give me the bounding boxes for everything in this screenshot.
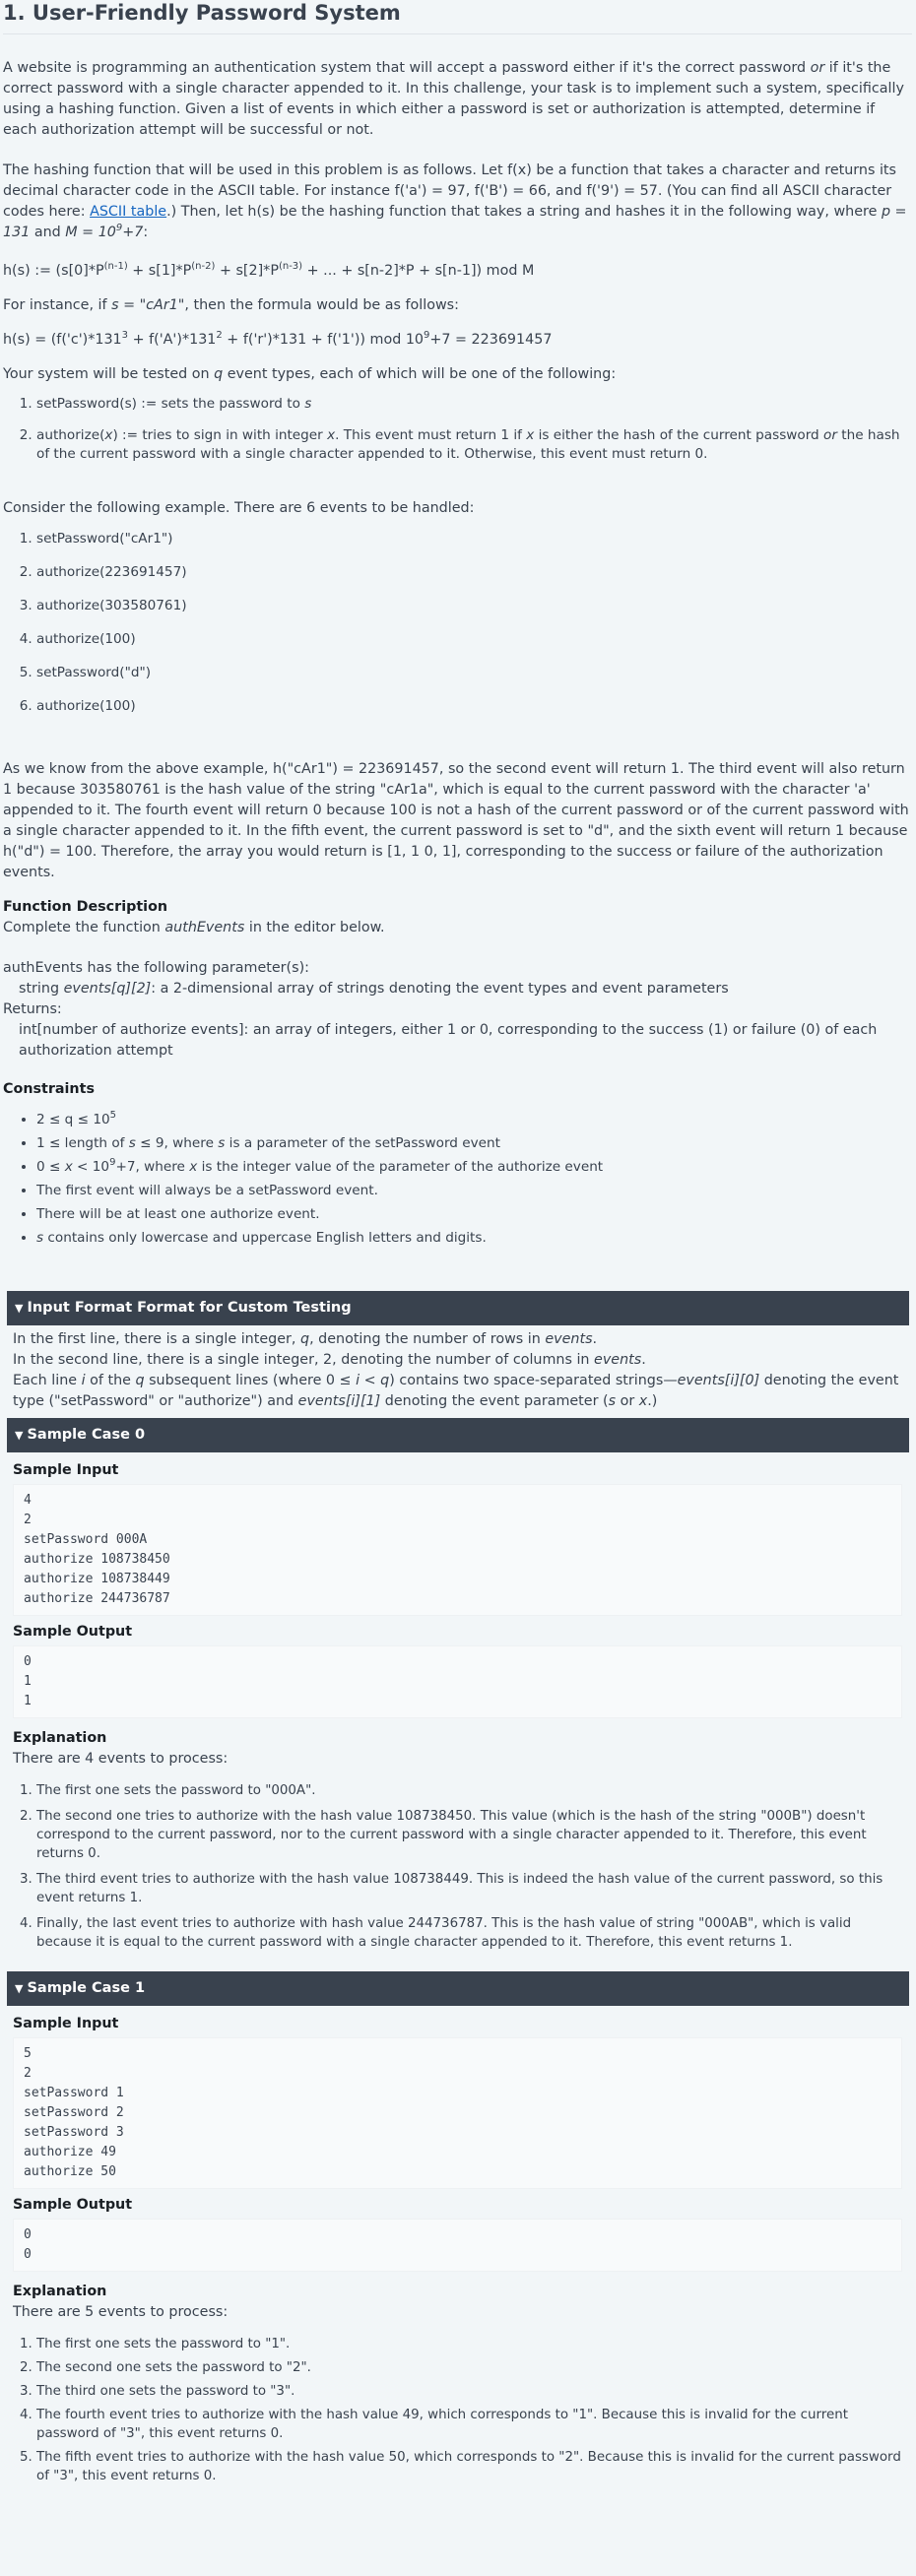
sample-input-block: 4 2 setPassword 000A authorize 108738450 authorize 108738449 authorize 244736787: [13, 1484, 902, 1616]
input-format-body: [3, 1325, 912, 1412]
list-item: • The first event will always be a setPassword event.: [36, 1181, 912, 1200]
sample-input-block: 5 2 setPassword 1 setPassword 2 setPassword 3 authorize 49 authorize 50: [13, 2037, 902, 2189]
list-item: 1. setPassword("cAr1"): [36, 529, 912, 549]
list-item: • s contains only lowercase and uppercase English letters and digits.: [36, 1228, 912, 1248]
example-formula: $h(s) = (f('c')*131^3 + f('A')*131^2 + f('r')*131 + f('1'))$ mod $10^9+7 = 223691457$: [3, 330, 553, 348]
explanation-label: Explanation: [13, 2284, 107, 2299]
explanation-label: Explanation: [13, 1730, 107, 1746]
list-item: • $2 \le q \le 10^5$: [36, 1110, 912, 1129]
param-events: string events[q][2]: a 2-dimensional array of strings denoting the event types and event parameters: [19, 981, 729, 997]
function-description-heading: Function Description: [3, 899, 168, 915]
input-format-header[interactable]: ▼ Input Format Format for Custom Testing: [7, 1291, 909, 1325]
list-item: 3. The third event tries to authorize with the hash value 108738449. This is indeed the hash value of the current password, so this event returns 1.: [36, 1870, 902, 1907]
sample-output-label: Sample Output: [13, 1624, 133, 1640]
explanation-steps: [13, 2335, 902, 2485]
returns-heading: Returns:: [3, 1001, 62, 1017]
list-item: 6. authorize(100): [36, 696, 912, 717]
list-item: • $0 \le x < 10^9+7$, where x is the integer value of the parameter of the authorize event: [36, 1157, 912, 1177]
event-types-list: [3, 395, 912, 464]
explanation-intro: There are 4 events to process:: [13, 1751, 229, 1767]
collapse-triangle-icon: ▼: [15, 1429, 24, 1442]
list-item: 2. The second one sets the password to "2".: [36, 2358, 902, 2377]
hash-paragraph: The hashing function that will be used in this problem is as follows. Let f(x) be a function that takes a character and returns its decimal character code in the ASCII table. For instance f('a') = 97, f('B') = 66, and f('9') = 57. (You can find all ASCII character codes here: ASCII table.) Then, let h(s) be the hashing function that takes a string and hashes it in the following way, where p = 131 and $M = 10^9+7$:: [3, 162, 907, 240]
input-format-line: In the first line, there is a single integer, q, denoting the number of rows in events.: [13, 1331, 598, 1347]
list-item: 1. The first one sets the password to "1".: [36, 2335, 902, 2353]
sample-case-1-header[interactable]: ▼ Sample Case 1: [7, 1971, 909, 2006]
list-item: 4. The fourth event tries to authorize with the hash value 49, which corresponds to "1". Because this is invalid for the current password of "3", this event returns 0.: [36, 2406, 902, 2443]
list-item: 3. The third one sets the password to "3".: [36, 2382, 902, 2401]
collapse-triangle-icon: ▼: [15, 1982, 24, 1995]
function-description-line: Complete the function authEvents in the editor below.: [3, 920, 385, 935]
list-item: 3. authorize(303580761): [36, 596, 912, 616]
intro-paragraph: A website is programming an authentication system that will accept a password either if it's the correct password or if it's the correct password with a single character appended to it. In this challenge, your task is to implement such a system, specifically using a hashing function. Given a list of events in which either a password is set or authorization is attempted, determine if each authorization attempt will be successful or not.: [3, 60, 904, 138]
list-item: 5. The fifth event tries to authorize with the hash value 50, which corresponds to "2". Because this is invalid for the current password of "3", this event returns 0.: [36, 2448, 902, 2485]
list-item: • 1 ≤ length of s ≤ 9, where s is a parameter of the setPassword event: [36, 1133, 912, 1153]
list-item: 1. setPassword(s) := sets the password to s: [36, 395, 912, 414]
example-explanation: As we know from the above example, h("cAr1") = 223691457, so the second event will return 1. The third event will also return 1 because 303580761 is the hash value of the string "cAr1a", which is equal to the current password with the character 'a' appended to it. The fourth event will return 0 because 100 is not a hash of the current password or of the current password with a single character appended to it. In the fifth event, the current password is set to "d", and the sixth event will return 1 because h("d") = 100. Therefore, the array you would return is [1, 1 0, 1], corresponding to the success or failure of the authorization events.: [3, 761, 909, 880]
constraints-list: [3, 1110, 912, 1248]
sample-input-label: Sample Input: [13, 2016, 119, 2031]
input-format-line: Each line i of the q subsequent lines (where 0 ≤ i < q) contains two space-separated strings—events[i][0] denoting the event type ("setPassword" or "authorize") and events[i][1] denoting the event parameter (s or x.): [13, 1373, 899, 1409]
list-item: • There will be at least one authorize event.: [36, 1204, 912, 1224]
collapse-triangle-icon: ▼: [15, 1302, 24, 1315]
constraints-heading: Constraints: [3, 1081, 95, 1097]
example-intro: Consider the following example. There are 6 events to be handled:: [3, 500, 475, 516]
ascii-table-link[interactable]: ASCII table: [90, 204, 167, 220]
event-types-lead: Your system will be tested on q event types, each of which will be one of the following:: [3, 366, 617, 382]
example-events-list: [3, 529, 912, 717]
explanation-intro: There are 5 events to process:: [13, 2304, 229, 2320]
sample-output-label: Sample Output: [13, 2197, 133, 2213]
returns-description: int[number of authorize events]: an array of integers, either 1 or 0, corresponding to the success (1) or failure (0) of each authorization attempt: [19, 1022, 878, 1059]
sample-output-block: 0 0: [13, 2219, 902, 2272]
list-item: 2. The second one tries to authorize with the hash value 108738450. This value (which is the hash of the string "000B") doesn't correspond to the current password, nor to the current password with a single character appended to it. Therefore, this event returns 0.: [36, 1807, 902, 1863]
sample-input-label: Sample Input: [13, 1462, 119, 1478]
list-item: 1. The first one sets the password to "000A".: [36, 1781, 902, 1800]
list-item: 2. authorize(x) := tries to sign in with integer x. This event must return 1 if x is either the hash of the current password or the hash of the current password with a single character appended to it. Otherwise, this event must return 0.: [36, 426, 912, 464]
explanation-steps: [13, 1781, 902, 1952]
list-item: 5. setPassword("d"): [36, 663, 912, 683]
hash-formula: h(s) := ($s[0]*P^{(n-1)} + s[1]*P^{(n-2)} + s[2]*P^{(n-3)}$ + ... + s[n-2]*P + s[n-1]) mod M: [3, 261, 535, 279]
sample-case-1-body: [3, 2006, 912, 2485]
list-item: 4. authorize(100): [36, 629, 912, 650]
page-title: 1. User-Friendly Password System: [3, 0, 912, 34]
example-lead: For instance, if s = "cAr1", then the formula would be as follows:: [3, 297, 459, 313]
sample-case-0-header[interactable]: ▼ Sample Case 0: [7, 1418, 909, 1452]
sample-output-block: 0 1 1: [13, 1645, 902, 1718]
params-heading: authEvents has the following parameter(s):: [3, 960, 309, 976]
sample-case-0-body: [3, 1452, 912, 1952]
list-item: 4. Finally, the last event tries to authorize with hash value 244736787. This is the hash value of string "000AB", which is valid because it is equal to the current password with a single character appended to it. Therefore, this event returns 1.: [36, 1914, 902, 1952]
input-format-line: In the second line, there is a single integer, 2, denoting the number of columns in events.: [13, 1352, 646, 1368]
list-item: 2. authorize(223691457): [36, 562, 912, 583]
